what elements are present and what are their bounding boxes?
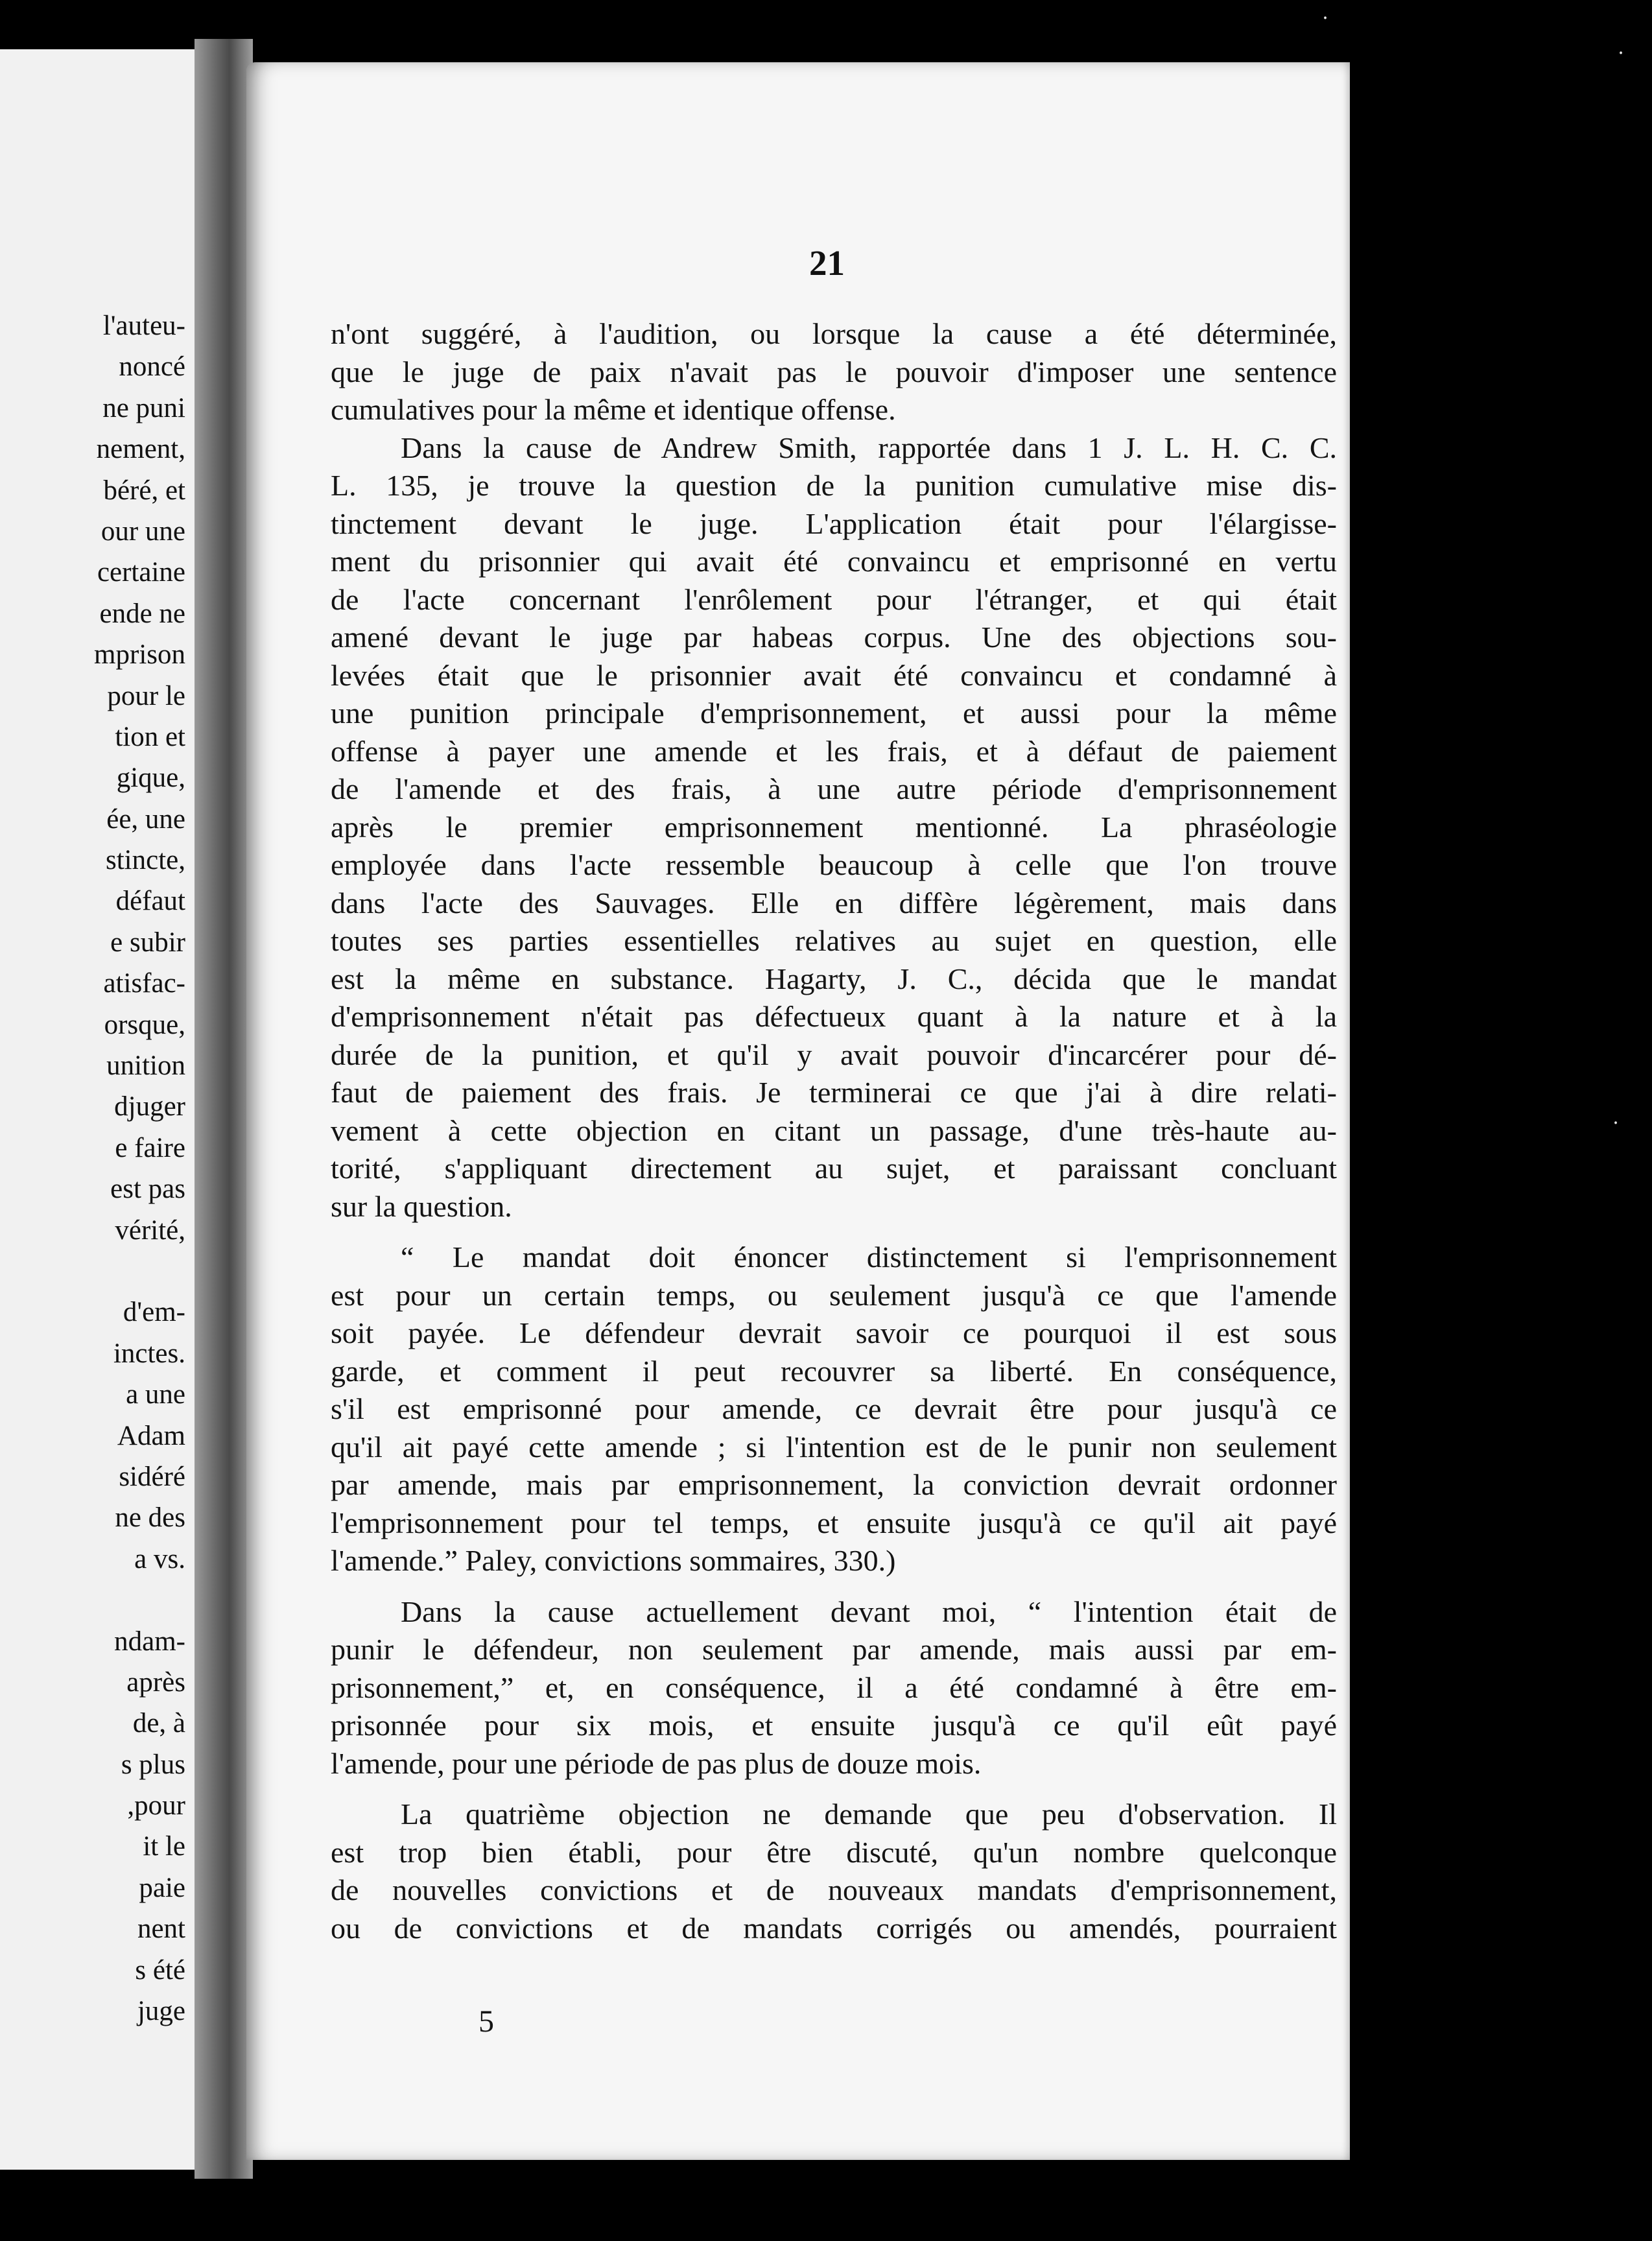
text-line: d'emprisonnement n'était pas défectueux quant à la nature et à la [331, 1000, 1337, 1033]
text-line: n'ont suggéré, à l'audition, ou lorsque la cause a été déterminée, [331, 317, 1337, 350]
left-page-line: Adam [117, 1420, 185, 1451]
text-line: tinctement devant le juge. L'application était pour l'élargisse- [331, 506, 1337, 540]
text-line: employée dans l'acte ressemble beaucoup à celle que l'on trouve [331, 848, 1337, 881]
text-line: prisonnement,” et, en conséquence, il a été condamné à être em- [331, 1670, 1337, 1704]
left-page-line: mprison [94, 639, 185, 670]
page-body-text [331, 315, 1337, 1947]
left-page-line: est pas [110, 1174, 185, 1205]
text-line: après le premier emprisonnement mentionné. La phraséologie [331, 810, 1337, 844]
left-page-line: s été [135, 1954, 185, 1986]
text-line: Dans la cause actuellement devant moi, “ l'intention était de [401, 1595, 1337, 1628]
text-line: l'emprisonnement pour tel temps, et ensuite jusqu'à ce qu'il ait payé [331, 1506, 1337, 1539]
left-page-line: gique, [116, 763, 185, 794]
left-page-text [4, 305, 185, 2032]
left-page-line: ne puni [102, 392, 185, 423]
text-line: sur la question. [331, 1189, 512, 1223]
text-line: torité, s'appliquant directement au sujet, et paraissant concluant [331, 1152, 1337, 1185]
text-line: soit payée. Le défendeur devrait savoir ce pourquoi il est sous [331, 1316, 1337, 1349]
left-page-line: a une [126, 1379, 185, 1410]
left-page-line: nement, [96, 434, 185, 465]
text-line: garde, et comment il peut recouvrer sa liberté. En conséquence, [331, 1354, 1337, 1388]
text-line: de l'acte concernant l'enrôlement pour l'étranger, et qui était [331, 582, 1337, 616]
left-page-line: it le [143, 1831, 185, 1862]
left-page-line: our une [100, 516, 185, 547]
left-page-line: tion et [115, 721, 185, 752]
text-line: est trop bien établi, pour être discuté, qu'un nombre quelconque [331, 1835, 1337, 1869]
left-page-fragment [0, 49, 195, 2170]
left-page-line: e subir [110, 927, 185, 958]
left-page-line: vérité, [115, 1215, 185, 1246]
left-page-line: ndam- [114, 1626, 185, 1657]
text-line: “ Le mandat doit énoncer distinctement si l'emprisonnement [401, 1240, 1337, 1274]
text-line: que le juge de paix n'avait pas le pouvoir d'imposer une sentence [331, 355, 1337, 388]
signature-mark: 5 [478, 2004, 494, 2039]
left-page-line: orsque, [104, 1009, 185, 1040]
text-line: l'amende.” Paley, convictions sommaires, 330.) [331, 1544, 896, 1577]
scan-speck: ⸱ [1613, 1113, 1619, 1134]
scan-speck: ⸱ [1323, 8, 1328, 29]
book-gutter [195, 39, 253, 2179]
text-line: de l'amende et des frais, à une autre période d'emprisonnement [331, 772, 1337, 805]
left-page-line: l'auteu- [102, 311, 185, 341]
left-page-line: juge [137, 1996, 185, 2027]
left-page-line: stincte, [106, 845, 185, 876]
left-page-line: s plus [121, 1749, 185, 1780]
left-page-line [4, 1580, 185, 1620]
text-line: de nouvelles convictions et de nouveaux mandats d'emprisonnement, [331, 1873, 1337, 1906]
left-page-line: ,pour [127, 1790, 185, 1821]
left-page-line: après [126, 1666, 185, 1698]
text-line: L. 135, je trouve la question de la punition cumulative mise dis- [331, 469, 1337, 502]
left-page-line [4, 1251, 185, 1292]
text-line: une punition principale d'emprisonnement, et aussi pour la même [331, 696, 1337, 729]
text-line: par amende, mais par emprisonnement, la conviction devrait ordonner [331, 1468, 1337, 1501]
text-line: ou de convictions et de mandats corrigés ou amendés, pourraient [331, 1911, 1337, 1945]
text-line: amené devant le juge par habeas corpus. Une des objections sou- [331, 621, 1337, 654]
left-page-line: ende ne [99, 598, 185, 629]
left-page-line: certaine [97, 557, 185, 588]
page-number: 21 [809, 243, 845, 283]
left-page-line: unition [106, 1050, 185, 1082]
left-page-line: inctes. [113, 1338, 185, 1369]
text-line: levées était que le prisonnier avait été convaincu et condamné à [331, 658, 1337, 692]
text-line: ment du prisonnier qui avait été convaincu et emprisonné en vertu [331, 545, 1337, 578]
left-page-line: noncé [119, 351, 185, 383]
left-page-line: béré, et [103, 475, 185, 506]
text-line: dans l'acte des Sauvages. Elle en diffère légèrement, mais dans [331, 886, 1337, 919]
text-line: faut de paiement des frais. Je terminerai ce que j'ai à dire relati- [331, 1076, 1337, 1109]
text-line: prisonnée pour six mois, et ensuite jusqu'à ce qu'il eût payé [331, 1709, 1337, 1742]
left-page-line: d'em- [123, 1297, 185, 1328]
left-page-line: nent [137, 1914, 185, 1945]
text-line: est la même en substance. Hagarty, J. C., décida que le mandat [331, 962, 1337, 995]
left-page-line: ée, une [106, 803, 185, 835]
text-line: qu'il ait payé cette amende ; si l'intention est de le punir non seulement [331, 1430, 1337, 1464]
text-line: l'amende, pour une période de pas plus de douze mois. [331, 1746, 982, 1780]
left-page-line: de, à [132, 1708, 185, 1739]
left-page-line: paie [139, 1872, 185, 1903]
left-page-line: défaut [115, 886, 185, 917]
text-line: durée de la punition, et qu'il y avait pouvoir d'incarcérer pour dé- [331, 1038, 1337, 1071]
left-page-line: djuger [114, 1091, 185, 1122]
text-line: est pour un certain temps, ou seulement jusqu'à ce que l'amende [331, 1278, 1337, 1312]
text-line: Dans la cause de Andrew Smith, rapportée dans 1 J. L. H. C. C. [401, 431, 1337, 464]
left-page-line: sidéré [119, 1461, 185, 1492]
left-page-line: pour le [107, 680, 185, 711]
text-line: s'il est emprisonné pour amende, ce devrait être pour jusqu'à ce [331, 1392, 1337, 1425]
text-line: La quatrième objection ne demande que peu d'observation. Il [401, 1797, 1337, 1831]
text-line: punir le défendeur, non seulement par amende, mais aussi par em- [331, 1633, 1337, 1666]
left-page-line: ne des [115, 1502, 185, 1534]
scan-speck: ⸱ [1618, 43, 1624, 64]
text-line: toutes ses parties essentielles relatives au sujet en question, elle [331, 924, 1337, 957]
left-page-line: a vs. [134, 1543, 185, 1574]
left-page-line: e faire [115, 1132, 185, 1163]
text-line: offense à payer une amende et les frais, et à défaut de paiement [331, 734, 1337, 768]
text-line: cumulatives pour la même et identique offense. [331, 393, 896, 426]
text-line: vement à cette objection en citant un passage, d'une très-haute au- [331, 1113, 1337, 1147]
left-page-line: atisfac- [103, 968, 185, 999]
